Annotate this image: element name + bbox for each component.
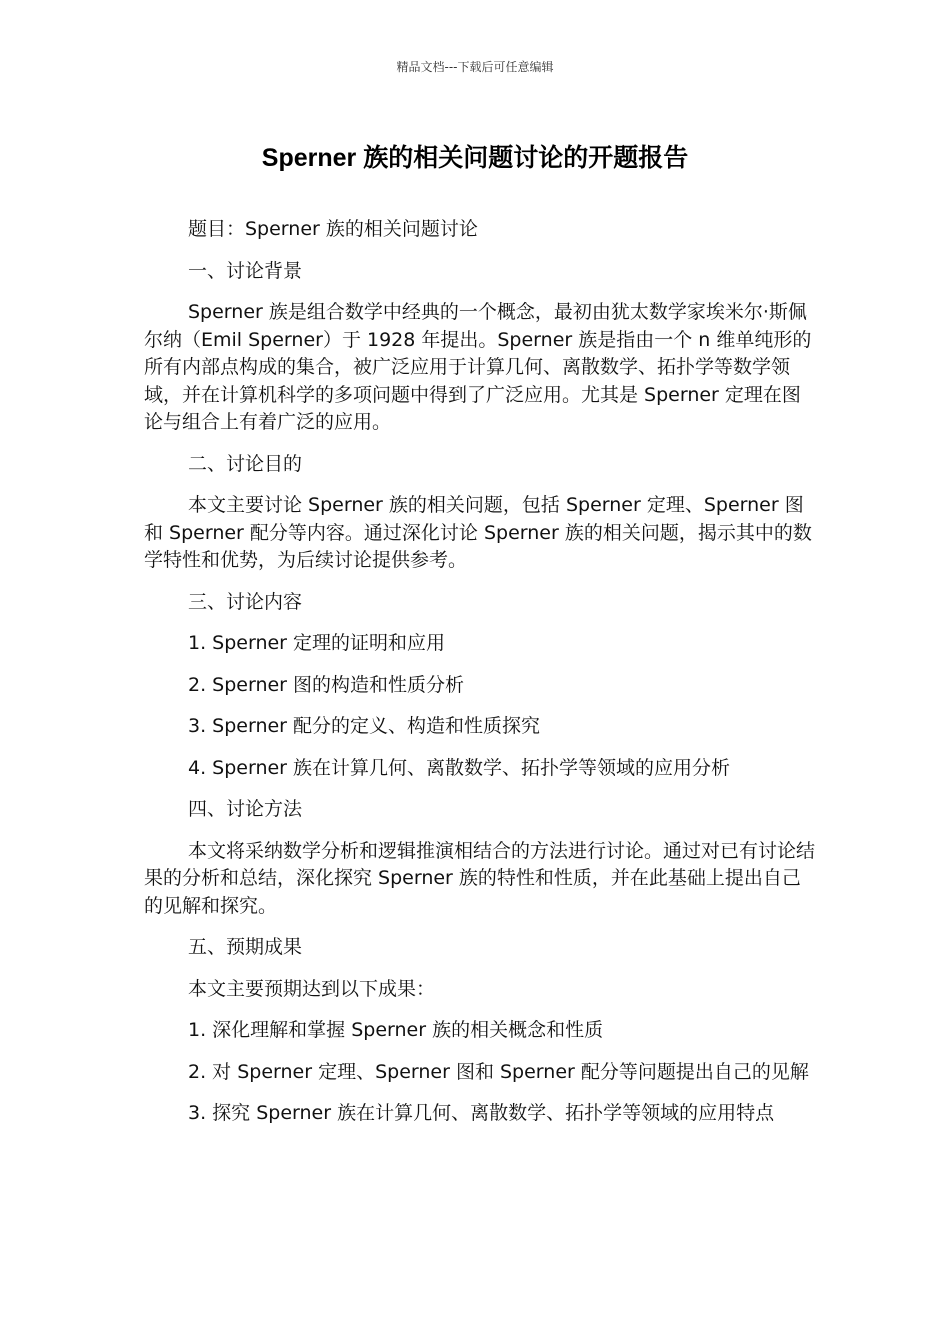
content-item-2: 2. Sperner 图的构造和性质分析	[188, 673, 465, 696]
background-paragraph: Sperner 族是组合数学中经典的一个概念，最初由犹太数学家埃米尔·斯佩尔纳（Emil Sperner）于 1928 年提出。Sperner 族是指由一个 n 维单纯形的所有内部点构成的集合，被广泛应用于计算几何、离散数学、拓扑学等数学领域，并在计算机科学的多项问题中得到了广泛应用。尤其是 Sperner 定理在图论与组合上有着广泛的应用。	[144, 301, 812, 433]
results-intro: 本文主要预期达到以下成果：	[188, 977, 436, 1000]
topic-line: 题目：Sperner 族的相关问题讨论	[188, 218, 478, 240]
content-item-1: 1. Sperner 定理的证明和应用	[188, 632, 446, 654]
results-item-3: 3. 探究 Sperner 族在计算几何、离散数学、拓扑学等领域的应用特点	[188, 1102, 775, 1124]
document-body	[144, 216, 816, 1142]
purpose-paragraph: 本文主要讨论 Sperner 族的相关问题，包括 Sperner 定理、Sperner 图和 Sperner 配分等内容。通过深化讨论 Sperner 族的相关问题，揭示其中的数学特性和优势，为后续讨论提供参考。	[144, 494, 812, 571]
results-item-2: 2. 对 Sperner 定理、Sperner 图和 Sperner 配分等问题提出自己的见解	[188, 1060, 809, 1083]
header-note: 精品文档---下载后可任意编辑	[396, 60, 554, 74]
content-item-4: 4. Sperner 族在计算几何、离散数学、拓扑学等领域的应用分析	[188, 756, 731, 779]
section-heading-method: 四、讨论方法	[188, 798, 303, 820]
method-paragraph: 本文将采纳数学分析和逻辑推演相结合的方法进行讨论。通过对已有讨论结果的分析和总结，深化探究 Sperner 族的特性和性质，并在此基础上提出自己的见解和探究。	[144, 839, 816, 917]
section-heading-background: 一、讨论背景	[188, 259, 303, 282]
document-title: Sperner 族的相关问题讨论的开题报告	[261, 144, 689, 172]
content-item-3: 3. Sperner 配分的定义、构造和性质探究	[188, 715, 541, 737]
section-heading-purpose: 二、讨论目的	[188, 452, 303, 475]
results-item-1: 1. 深化理解和掌握 Sperner 族的相关概念和性质	[188, 1019, 604, 1041]
section-heading-content: 三、讨论内容	[188, 590, 303, 613]
section-heading-results: 五、预期成果	[188, 936, 303, 958]
